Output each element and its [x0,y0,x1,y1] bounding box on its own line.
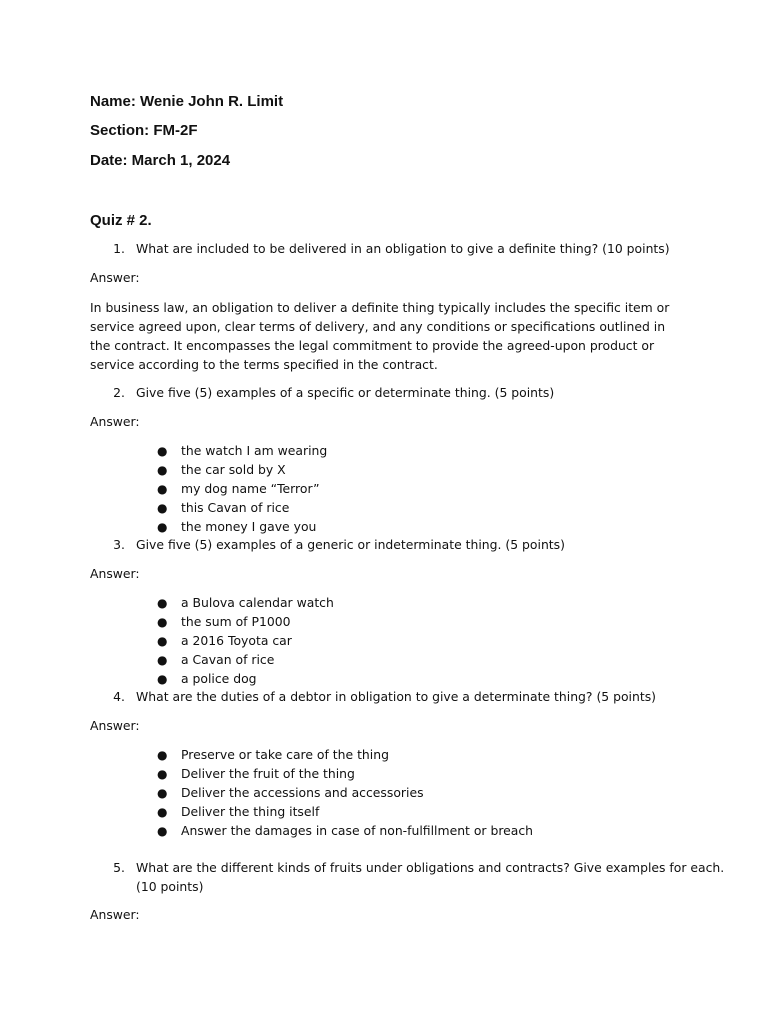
bullet-icon: ● [157,671,168,686]
answer-2-list [0,442,327,536]
list-item: ● Deliver the accessions and accessories [0,784,533,803]
bullet-icon: ● [157,804,168,819]
question-4-number: 4. [113,689,125,704]
bullet-icon: ● [157,500,168,515]
student-name: Name: Wenie John R. Limit [90,93,284,110]
list-item: ● the sum of P1000 [0,613,334,632]
bullet-icon: ● [157,823,168,838]
bullet-icon: ● [157,481,168,496]
bullet-icon: ● [157,633,168,648]
question-2-text: Give five (5) examples of a specific or determinate thing. (5 points) [136,385,555,400]
question-3-text: Give five (5) examples of a generic or indeterminate thing. (5 points) [136,537,565,552]
list-item: ● my dog name “Terror” [0,480,327,499]
question-3-number: 3. [113,537,125,552]
list-item: ● the car sold by X [0,461,327,480]
answer-3-list [0,594,334,688]
question-1-number: 1. [113,241,125,256]
answer-label-2: Answer: [90,414,140,429]
question-5-number: 5. [113,860,125,875]
answer-1-paragraph: In business law, an obligation to deliver a definite thing typically includes the specific item or service agreed upon, clear terms of delivery, and any conditions or specifications outlined in the contract. It encompasses the legal commitment to provide the agreed-upon product or service according to the terms specified in the contract. [90,300,670,372]
list-item: ● a Bulova calendar watch [0,594,334,613]
list-item: ● this Cavan of rice [0,499,327,518]
bullet-icon: ● [157,519,168,534]
bullet-icon: ● [157,444,168,458]
question-4-text: What are the duties of a debtor in obligation to give a determinate thing? (5 points) [136,689,656,704]
bullet-icon: ● [157,785,168,800]
quiz-title: Quiz # 2. [90,212,152,229]
bullet-icon: ● [157,748,168,762]
question-2-number: 2. [113,385,125,400]
answer-4-list [0,746,533,840]
question-5-text-line-1: What are the different kinds of fruits under obligations and contracts? Give examples for each. [136,860,725,875]
bullet-icon: ● [157,766,168,781]
list-item: ● the money I gave you [0,518,327,537]
answer-label-1: Answer: [90,270,140,285]
student-section: Section: FM-2F [90,122,198,139]
bullet-icon: ● [157,462,168,477]
list-item: ● the watch I am wearing [0,442,327,461]
list-item: ● Deliver the fruit of the thing [0,765,533,784]
answer-label-4: Answer: [90,718,140,733]
answer-label-5: Answer: [90,907,140,922]
list-item: ● Preserve or take care of the thing [0,746,533,765]
bullet-icon: ● [157,652,168,667]
list-item: ● a police dog [0,670,334,689]
answer-label-3: Answer: [90,566,140,581]
question-5-text-line-2: (10 points) [136,879,204,894]
bullet-icon: ● [157,614,168,629]
quiz-date: Date: March 1, 2024 [90,152,231,169]
list-item: ● a 2016 Toyota car [0,632,334,651]
list-item: ● a Cavan of rice [0,651,334,670]
question-1-text: What are included to be delivered in an obligation to give a definite thing? (10 points) [136,241,670,256]
bullet-icon: ● [157,596,168,610]
list-item: ● Answer the damages in case of non-fulfillment or breach [0,822,533,841]
list-item: ● Deliver the thing itself [0,803,533,822]
